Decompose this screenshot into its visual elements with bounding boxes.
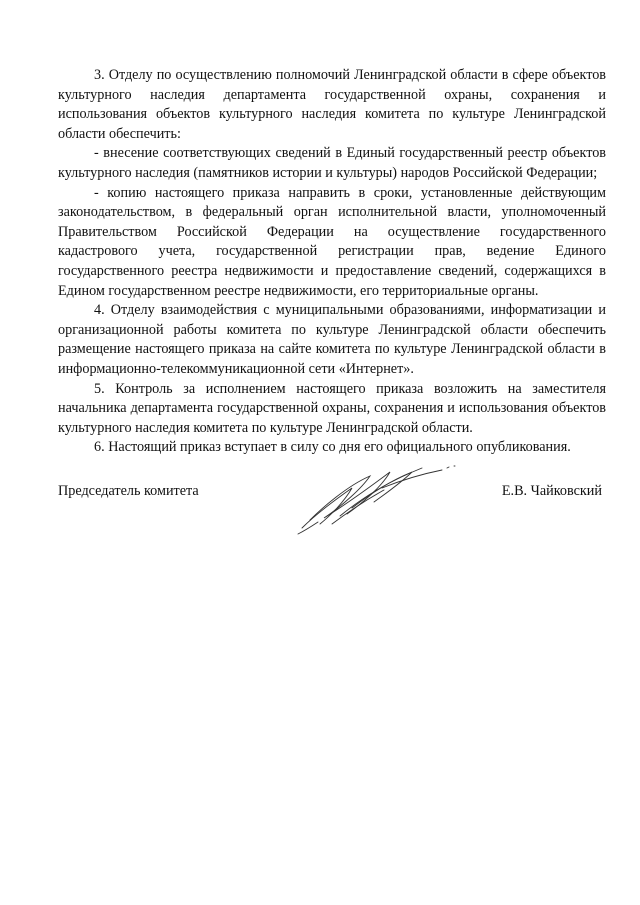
paragraph-item-5: 5. Контроль за исполнением настоящего приказа возложить на заместителя начальника департамента государственной охраны, сохранения и использования объектов культурного наследия комитета по культуре Ленинградской области. xyxy=(58,380,606,436)
signatory-position: Председатель комитета xyxy=(58,483,199,499)
paragraph-item-3-sub-2: - копию настоящего приказа направить в сроки, установленные действующим законодательством, в федеральный орган исполнительной власти, уполномоченный Правительством Российской Федерации на осуществление государственного кадастрового учета, государственной регистрации прав, ведение Единого государственного реестра недвижимости и предоставление сведений, содержащихся в Едином государственном реестре недвижимости, его территориальные органы. xyxy=(58,184,606,299)
handwritten-signature xyxy=(292,458,467,538)
paragraph-item-4: 4. Отделу взаимодействия с муниципальными образованиями, информатизации и организационной работы комитета по культуре Ленинградской области обеспечить размещение настоящего приказа на сайте комитета по культуре Ленинградской области в информационно-телекоммуникационной сети «Интернет». xyxy=(58,302,606,377)
paragraph-item-3-sub-1: - внесение соответствующих сведений в Единый государственный реестр объектов культурного наследия (памятников истории и культуры) народов Российской Федерации; xyxy=(58,145,606,181)
paragraph-item-3: 3. Отделу по осуществлению полномочий Ленинградской области в сфере объектов культурного наследия департамента государственной охраны, сохранения и использования объектов культурного наследия комитета по культуре Ленинградской области обеспечить: xyxy=(58,67,606,142)
paragraph-item-6: 6. Настоящий приказ вступает в силу со дня его официального опубликования. xyxy=(94,439,571,456)
document-body xyxy=(58,66,606,458)
signatory-name: Е.В. Чайковский xyxy=(501,483,602,499)
